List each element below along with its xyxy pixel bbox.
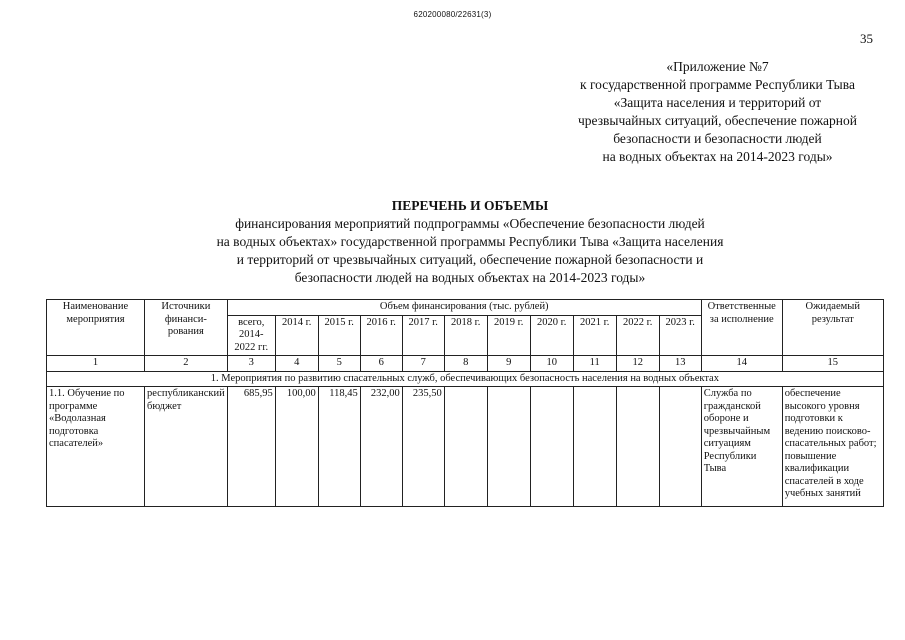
- column-number: 1: [47, 356, 145, 372]
- appendix-line: безопасности и безопасности людей: [613, 131, 822, 146]
- appendix-line: на водных объектах на 2014-2023 годы»: [602, 149, 833, 164]
- header-year: 2015 г.: [318, 315, 360, 356]
- header-result: Ожидаемый результат: [782, 300, 883, 356]
- column-number: 15: [782, 356, 883, 372]
- row-year-value: [444, 387, 487, 507]
- row-year-value: [487, 387, 530, 507]
- appendix-line: «Приложение №7: [666, 59, 769, 74]
- row-year-value: [616, 387, 659, 507]
- row-year-value: [530, 387, 573, 507]
- table-row: [47, 387, 884, 507]
- appendix-caption: [545, 58, 890, 166]
- document-heading: [150, 197, 790, 287]
- column-number: 9: [487, 356, 530, 372]
- header-name: Наименование мероприятия: [47, 300, 145, 356]
- row-result: обеспечение высокого уровня подготовки к ведению поисково-спасательных работ; повышение квалификации спасателей в ходе учебных занятий: [782, 387, 883, 507]
- header-year: 2017 г.: [402, 315, 444, 356]
- heading-line: финансирования мероприятий подпрограммы «Обеспечение безопасности людей: [235, 216, 705, 231]
- header-year: 2016 г.: [360, 315, 402, 356]
- column-number: 3: [227, 356, 275, 372]
- section-title: 1. Мероприятия по развитию спасательных служб, обеспечивающих безопасность населения на водных объектах: [47, 371, 884, 387]
- header-source: Источники финанси-рования: [145, 300, 228, 356]
- header-volume: Объем финансирования (тыс. рублей): [227, 300, 701, 316]
- header-year: 2021 г.: [573, 315, 616, 356]
- row-year-value: 235,50: [402, 387, 444, 507]
- heading-line: и территорий от чрезвычайных ситуаций, обеспечение пожарной безопасности и: [236, 252, 704, 267]
- column-number: 2: [145, 356, 228, 372]
- header-year: 2019 г.: [487, 315, 530, 356]
- column-number: 12: [616, 356, 659, 372]
- column-number: 14: [701, 356, 782, 372]
- header-year: 2020 г.: [530, 315, 573, 356]
- header-year: 2022 г.: [616, 315, 659, 356]
- row-year-value: [573, 387, 616, 507]
- header-year: 2014 г.: [275, 315, 318, 356]
- heading-line: безопасности людей на водных объектах на 2014-2023 годы»: [294, 270, 646, 285]
- page-number: 35: [860, 31, 873, 46]
- heading-line: на водных объектах» государственной программы Республики Тыва «Защита населения: [216, 234, 724, 249]
- row-year-value: 118,45: [318, 387, 360, 507]
- appendix-line: «Защита населения и территорий от: [613, 95, 822, 110]
- column-number: 10: [530, 356, 573, 372]
- row-name: 1.1. Обучение по программе «Водолазная подготовка спасателей»: [47, 387, 145, 507]
- document-id: 620200080/22631(3): [413, 10, 492, 19]
- row-total: 685,95: [227, 387, 275, 507]
- appendix-line: к государственной программе Республики Тыва: [580, 77, 855, 92]
- header-total: всего, 2014-2022 гг.: [227, 315, 275, 356]
- column-number: 5: [318, 356, 360, 372]
- row-year-value: [659, 387, 701, 507]
- column-number: 13: [659, 356, 701, 372]
- header-year: 2018 г.: [444, 315, 487, 356]
- financing-table: [46, 299, 884, 507]
- row-source: республиканский бюджет: [145, 387, 228, 507]
- row-year-value: 100,00: [275, 387, 318, 507]
- column-number-row: [47, 356, 884, 372]
- column-number: 4: [275, 356, 318, 372]
- column-number: 11: [573, 356, 616, 372]
- column-number: 6: [360, 356, 402, 372]
- heading-title: ПЕРЕЧЕНЬ И ОБЪЕМЫ: [391, 198, 549, 213]
- header-year: 2023 г.: [659, 315, 701, 356]
- row-responsible: Служба по гражданской обороне и чрезвычайным ситуациям Республики Тыва: [701, 387, 782, 507]
- column-number: 8: [444, 356, 487, 372]
- header-responsible: Ответственные за исполнение: [701, 300, 782, 356]
- appendix-line: чрезвычайных ситуаций, обеспечение пожарной: [578, 113, 857, 128]
- row-year-value: 232,00: [360, 387, 402, 507]
- column-number: 7: [402, 356, 444, 372]
